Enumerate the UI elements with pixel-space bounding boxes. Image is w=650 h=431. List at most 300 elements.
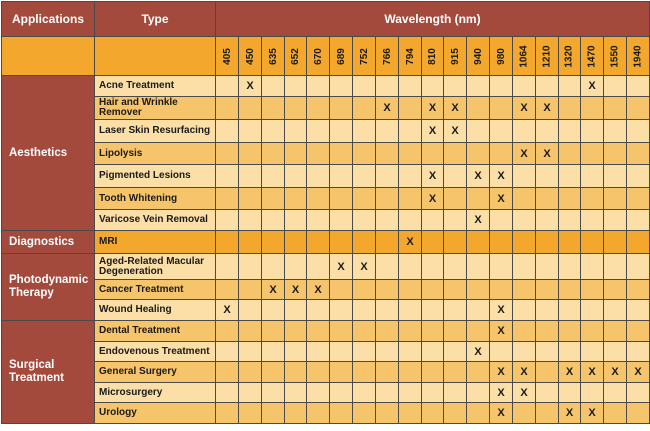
table-cell	[375, 187, 399, 210]
table-cell	[306, 341, 330, 362]
wavelength-corner-blank	[1, 36, 95, 76]
mark-x: X	[512, 96, 536, 120]
table-cell	[421, 402, 444, 424]
table-cell	[261, 96, 285, 120]
mark-x: X	[352, 253, 376, 280]
table-cell	[284, 230, 307, 254]
table-cell	[215, 382, 239, 403]
table-cell	[535, 164, 559, 188]
mark-x: X	[512, 142, 536, 165]
wavelength-col-1210	[535, 36, 559, 76]
table-cell	[306, 119, 330, 143]
table-cell	[306, 96, 330, 120]
table-cell	[329, 75, 353, 97]
table-cell	[215, 253, 239, 280]
mark-x: X	[466, 209, 490, 231]
table-cell	[284, 341, 307, 362]
row-type-label: Microsurgery	[94, 382, 216, 403]
table-cell	[512, 299, 536, 321]
category-diagnostics: Diagnostics	[1, 230, 95, 254]
table-cell	[215, 402, 239, 424]
table-cell	[398, 209, 422, 231]
table-cell	[215, 119, 239, 143]
table-cell	[421, 253, 444, 280]
mark-x: X	[421, 96, 444, 120]
wavelength-label: 1320	[564, 44, 575, 68]
table-cell	[375, 164, 399, 188]
table-cell	[398, 96, 422, 120]
table-cell	[375, 279, 399, 300]
table-cell	[352, 382, 376, 403]
table-cell	[626, 299, 650, 321]
wavelength-col-915	[443, 36, 467, 76]
table-cell	[512, 341, 536, 362]
table-cell	[306, 402, 330, 424]
wavelength-col-794	[398, 36, 422, 76]
table-cell	[352, 341, 376, 362]
table-cell	[398, 253, 422, 280]
table-cell	[489, 279, 513, 300]
mark-x: X	[512, 382, 536, 403]
table-cell	[238, 402, 262, 424]
table-cell	[261, 382, 285, 403]
table-cell	[215, 75, 239, 97]
wavelength-type-blank	[94, 36, 216, 76]
table-cell	[215, 164, 239, 188]
table-cell	[398, 142, 422, 165]
row-type-label: Varicose Vein Removal	[94, 209, 216, 231]
table-cell	[558, 164, 581, 188]
table-cell	[215, 96, 239, 120]
table-cell	[238, 164, 262, 188]
type-header: Type	[94, 1, 216, 37]
table-cell	[580, 119, 604, 143]
table-cell	[421, 341, 444, 362]
wavelength-col-810	[421, 36, 444, 76]
table-cell	[238, 361, 262, 383]
table-cell	[421, 320, 444, 342]
table-cell	[375, 341, 399, 362]
table-cell	[284, 382, 307, 403]
wavelength-col-670	[306, 36, 330, 76]
table-cell	[329, 382, 353, 403]
table-cell	[261, 142, 285, 165]
table-cell	[261, 230, 285, 254]
table-cell	[398, 341, 422, 362]
row-type-label: Urology	[94, 402, 216, 424]
table-cell	[466, 320, 490, 342]
table-cell	[580, 96, 604, 120]
table-cell	[489, 341, 513, 362]
table-cell	[329, 341, 353, 362]
wavelength-col-689	[329, 36, 353, 76]
table-cell	[375, 230, 399, 254]
table-cell	[535, 279, 559, 300]
table-cell	[238, 253, 262, 280]
table-cell	[375, 209, 399, 231]
table-cell	[238, 279, 262, 300]
wavelength-col-1550	[603, 36, 627, 76]
table-cell	[535, 230, 559, 254]
table-cell	[375, 119, 399, 143]
table-cell	[580, 209, 604, 231]
table-cell	[603, 320, 627, 342]
table-cell	[421, 230, 444, 254]
row-type-label: Lipolysis	[94, 142, 216, 165]
wavelength-col-766	[375, 36, 399, 76]
table-cell	[558, 119, 581, 143]
table-cell	[580, 382, 604, 403]
table-cell	[466, 299, 490, 321]
wavelength-label: 689	[335, 47, 347, 65]
table-cell	[352, 320, 376, 342]
wavelength-label: 752	[358, 47, 370, 65]
wavelength-col-450	[238, 36, 262, 76]
table-cell	[603, 187, 627, 210]
mark-x: X	[261, 279, 285, 300]
table-cell	[352, 279, 376, 300]
table-cell	[306, 253, 330, 280]
table-cell	[580, 279, 604, 300]
row-type-label: Pigmented Lesions	[94, 164, 216, 188]
table-cell	[306, 230, 330, 254]
table-cell	[421, 361, 444, 383]
table-cell	[512, 279, 536, 300]
table-cell	[512, 209, 536, 231]
table-cell	[512, 119, 536, 143]
table-cell	[352, 187, 376, 210]
table-cell	[580, 341, 604, 362]
row-type-label: Tooth Whitening	[94, 187, 216, 210]
table-cell	[352, 164, 376, 188]
table-cell	[238, 382, 262, 403]
table-cell	[489, 119, 513, 143]
mark-x: X	[306, 279, 330, 300]
wavelength-col-635	[261, 36, 285, 76]
wavelength-label: 1550	[609, 44, 621, 68]
mark-x: X	[535, 96, 559, 120]
table-cell	[443, 142, 467, 165]
mark-x: X	[558, 361, 581, 383]
table-cell	[329, 299, 353, 321]
table-cell	[489, 253, 513, 280]
row-type-label: Acne Treatment	[94, 75, 216, 97]
table-cell	[261, 253, 285, 280]
wavelength-label: 980	[495, 47, 507, 65]
table-cell	[215, 187, 239, 210]
mark-x: X	[238, 75, 262, 97]
table-cell	[215, 279, 239, 300]
wavelength-col-652	[284, 36, 307, 76]
table-cell	[626, 164, 650, 188]
row-type-label: Aged-Related Macular Degeneration	[94, 253, 216, 280]
mark-x: X	[375, 96, 399, 120]
wavelength-label: 1210	[541, 44, 553, 68]
table-cell	[421, 382, 444, 403]
table-cell	[466, 142, 490, 165]
mark-x: X	[329, 253, 353, 280]
mark-x: X	[535, 142, 559, 165]
table-cell	[603, 142, 627, 165]
table-cell	[306, 142, 330, 165]
table-cell	[535, 382, 559, 403]
table-cell	[284, 96, 307, 120]
table-cell	[626, 187, 650, 210]
table-cell	[306, 75, 330, 97]
row-type-label: MRI	[94, 230, 216, 254]
mark-x: X	[489, 187, 513, 210]
table-cell	[489, 96, 513, 120]
table-cell	[375, 142, 399, 165]
table-cell	[580, 299, 604, 321]
table-cell	[398, 382, 422, 403]
table-cell	[329, 209, 353, 231]
table-cell	[375, 361, 399, 383]
table-cell	[398, 164, 422, 188]
table-cell	[329, 279, 353, 300]
table-cell	[306, 320, 330, 342]
table-cell	[421, 142, 444, 165]
table-cell	[626, 279, 650, 300]
table-cell	[558, 382, 581, 403]
table-cell	[603, 402, 627, 424]
table-cell	[352, 209, 376, 231]
table-cell	[375, 382, 399, 403]
table-cell	[329, 142, 353, 165]
table-cell	[443, 382, 467, 403]
wavelength-col-1320	[558, 36, 581, 76]
table-cell	[421, 299, 444, 321]
table-cell	[626, 119, 650, 143]
table-cell	[261, 361, 285, 383]
table-cell	[238, 341, 262, 362]
table-cell	[329, 164, 353, 188]
table-cell	[284, 361, 307, 383]
table-cell	[512, 320, 536, 342]
table-cell	[489, 75, 513, 97]
table-cell	[512, 75, 536, 97]
table-cell	[284, 142, 307, 165]
table-cell	[512, 164, 536, 188]
table-cell	[512, 230, 536, 254]
mark-x: X	[489, 361, 513, 383]
table-cell	[626, 75, 650, 97]
table-cell	[329, 320, 353, 342]
wavelength-label: 450	[244, 47, 256, 65]
table-cell	[238, 142, 262, 165]
mark-x: X	[489, 299, 513, 321]
table-cell	[329, 187, 353, 210]
table-cell	[306, 361, 330, 383]
table-cell	[306, 382, 330, 403]
mark-x: X	[215, 299, 239, 321]
table-cell	[261, 320, 285, 342]
wavelength-label: 1470	[586, 44, 598, 68]
wavelength-label: 766	[381, 47, 393, 65]
table-cell	[558, 320, 581, 342]
table-cell	[261, 341, 285, 362]
table-cell	[603, 209, 627, 231]
category-photodynamic-therapy: Photodynamic Therapy	[1, 253, 95, 321]
wavelength-col-752	[352, 36, 376, 76]
table-cell	[261, 299, 285, 321]
table-cell	[261, 75, 285, 97]
table-cell	[306, 187, 330, 210]
table-cell	[580, 187, 604, 210]
table-cell	[626, 96, 650, 120]
mark-x: X	[558, 402, 581, 424]
wavelength-label: 1064	[518, 44, 530, 68]
table-cell	[421, 279, 444, 300]
wavelength-label: 915	[449, 47, 461, 65]
table-cell	[443, 341, 467, 362]
table-cell	[352, 119, 376, 143]
table-cell	[489, 230, 513, 254]
table-cell	[443, 230, 467, 254]
table-cell	[398, 75, 422, 97]
wavelength-label: 940	[472, 47, 484, 65]
table-cell	[466, 402, 490, 424]
table-cell	[626, 253, 650, 280]
table-cell	[558, 230, 581, 254]
table-cell	[375, 75, 399, 97]
table-cell	[626, 382, 650, 403]
table-cell	[421, 209, 444, 231]
mark-x: X	[398, 230, 422, 254]
table-cell	[603, 230, 627, 254]
mark-x: X	[443, 96, 467, 120]
table-cell	[626, 402, 650, 424]
wavelength-label: 652	[290, 47, 301, 65]
table-cell	[443, 320, 467, 342]
table-cell	[398, 299, 422, 321]
table-cell	[284, 320, 307, 342]
table-cell	[535, 253, 559, 280]
wavelength-label: 794	[404, 47, 416, 65]
row-type-label: General Surgery	[94, 361, 216, 383]
table-cell	[512, 402, 536, 424]
table-cell	[398, 119, 422, 143]
table-cell	[558, 142, 581, 165]
table-cell	[580, 142, 604, 165]
table-cell	[466, 382, 490, 403]
mark-x: X	[580, 402, 604, 424]
table-cell	[261, 402, 285, 424]
table-cell	[512, 187, 536, 210]
table-cell	[284, 253, 307, 280]
table-cell	[284, 119, 307, 143]
mark-x: X	[466, 164, 490, 188]
table-cell	[329, 361, 353, 383]
table-cell	[535, 320, 559, 342]
mark-x: X	[421, 187, 444, 210]
table-cell	[580, 253, 604, 280]
category-surgical-treatment: Surgical Treatment	[1, 320, 95, 424]
mark-x: X	[489, 382, 513, 403]
wavelength-col-1470	[580, 36, 604, 76]
wavelength-col-1064	[512, 36, 536, 76]
table-cell	[558, 279, 581, 300]
table-cell	[535, 402, 559, 424]
row-type-label: Cancer Treatment	[94, 279, 216, 300]
wavelength-label: 405	[221, 47, 233, 65]
table-cell	[238, 209, 262, 231]
table-cell	[558, 96, 581, 120]
table-cell	[352, 142, 376, 165]
table-cell	[284, 402, 307, 424]
table-cell	[535, 299, 559, 321]
table-cell	[443, 164, 467, 188]
table-cell	[535, 119, 559, 143]
table-cell	[535, 341, 559, 362]
wavelength-col-940	[466, 36, 490, 76]
mark-x: X	[489, 320, 513, 342]
mark-x: X	[580, 361, 604, 383]
table-cell	[284, 299, 307, 321]
mark-x: X	[512, 361, 536, 383]
table-cell	[238, 96, 262, 120]
table-cell	[443, 299, 467, 321]
table-cell	[466, 187, 490, 210]
table-cell	[375, 299, 399, 321]
table-cell	[238, 320, 262, 342]
table-cell	[352, 230, 376, 254]
table-cell	[352, 96, 376, 120]
table-cell	[215, 209, 239, 231]
table-cell	[489, 209, 513, 231]
table-cell	[375, 253, 399, 280]
wavelength-label: 1940	[632, 44, 644, 68]
table-cell	[238, 119, 262, 143]
wavelength-header: Wavelength (nm)	[215, 1, 650, 37]
applications-header: Applications	[1, 1, 95, 37]
mark-x: X	[284, 279, 307, 300]
row-type-label: Wound Healing	[94, 299, 216, 321]
table-cell	[443, 279, 467, 300]
table-cell	[215, 320, 239, 342]
table-cell	[398, 361, 422, 383]
table-cell	[284, 187, 307, 210]
table-cell	[261, 164, 285, 188]
table-cell	[466, 253, 490, 280]
mark-x: X	[421, 119, 444, 143]
row-type-label: Endovenous Treatment	[94, 341, 216, 362]
table-cell	[603, 279, 627, 300]
table-cell	[398, 187, 422, 210]
table-cell	[284, 75, 307, 97]
table-cell	[375, 320, 399, 342]
table-cell	[603, 119, 627, 143]
table-cell	[466, 361, 490, 383]
mark-x: X	[580, 75, 604, 97]
table-cell	[580, 320, 604, 342]
table-cell	[626, 230, 650, 254]
table-cell	[261, 119, 285, 143]
table-cell	[443, 209, 467, 231]
table-cell	[558, 75, 581, 97]
table-cell	[626, 209, 650, 231]
table-cell	[238, 299, 262, 321]
wavelength-label: 810	[427, 47, 438, 65]
row-type-label: Hair and Wrinkle Remover	[94, 96, 216, 120]
table-cell	[603, 382, 627, 403]
table-cell	[558, 187, 581, 210]
table-cell	[535, 209, 559, 231]
mark-x: X	[466, 341, 490, 362]
table-cell	[261, 209, 285, 231]
table-cell	[443, 187, 467, 210]
table-cell	[352, 299, 376, 321]
